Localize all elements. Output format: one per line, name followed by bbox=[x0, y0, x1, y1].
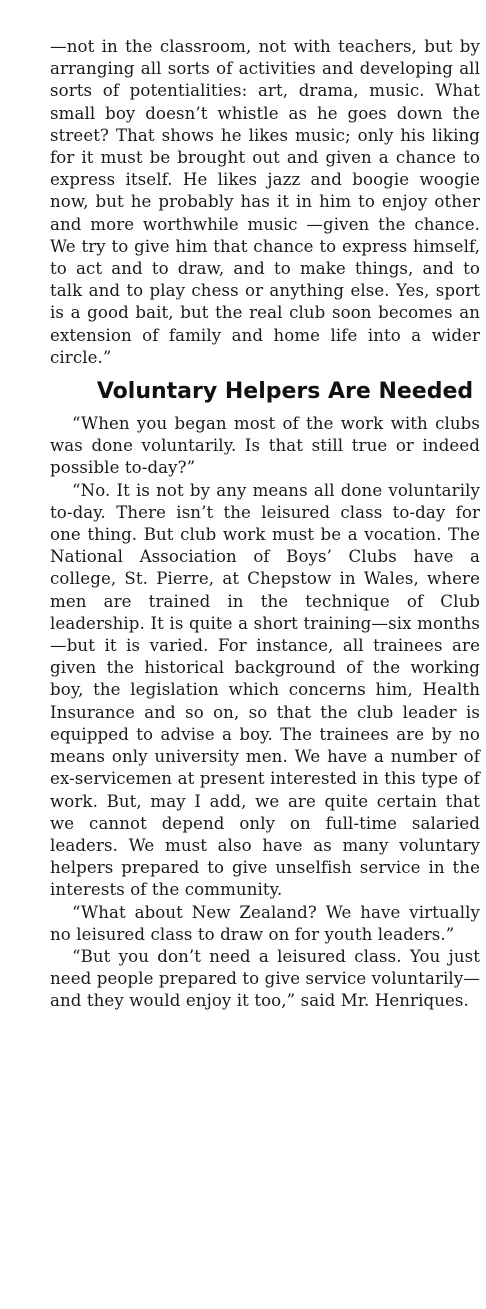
body-paragraph: —not in the classroom, not with teachers, but by arranging all sorts of activities and developing all sorts of potentialities: art, drama, music. What small boy doesn’t whistle as he goes down the street? That shows he likes music; only his liking for it must be brought out and given a chance to express itself. He likes jazz and boogie woogie now, but he probably has it in him to enjoy other and more worthwhile music —given the chance. We try to give him that chance to express himself, to act and to draw, and to make things, and to talk and to play chess or anything else. Yes, sport is a good bait, but the real club soon becomes an extension of family and home life into a wider circle.” bbox=[50, 37, 480, 367]
answer-paragraph-2: “But you don’t need a leisured class. You just need people prepared to give service voluntarily—and they would enjoy it too,” said Mr. Henriques. bbox=[50, 946, 480, 1011]
question-paragraph: “When you began most of the work with clubs was done voluntarily. Is that still true or indeed possible to-day?” bbox=[50, 414, 480, 478]
article-column bbox=[50, 36, 480, 1013]
question-paragraph-2: “What about New Zealand? We have virtually no leisured class to draw on for youth leaders.” bbox=[50, 902, 480, 944]
section-heading: Voluntary Helpers Are Needed bbox=[96, 379, 474, 405]
answer-paragraph: “No. It is not by any means all done voluntarily to-day. There isn’t the leisured class to-day for one thing. But club work must be a vocation. The National Association of Boys’ Clubs have a college, St. Pierre, at Chepstow in Wales, where men are trained in the technique of Club leadership. It is quite a short training—six months—but it is varied. For instance, all trainees are given the historical background of the working boy, the legislation which concerns him, Health Insurance and so on, so that the club leader is equipped to advise a boy. The trainees are by no means only university men. We have a number of ex-servicemen at present interested in this type of work. But, may I add, we are quite certain that we cannot depend only on full-time salaried leaders. We must also have as many voluntary helpers prepared to give unselfish service in the interests of the community. bbox=[50, 480, 480, 900]
